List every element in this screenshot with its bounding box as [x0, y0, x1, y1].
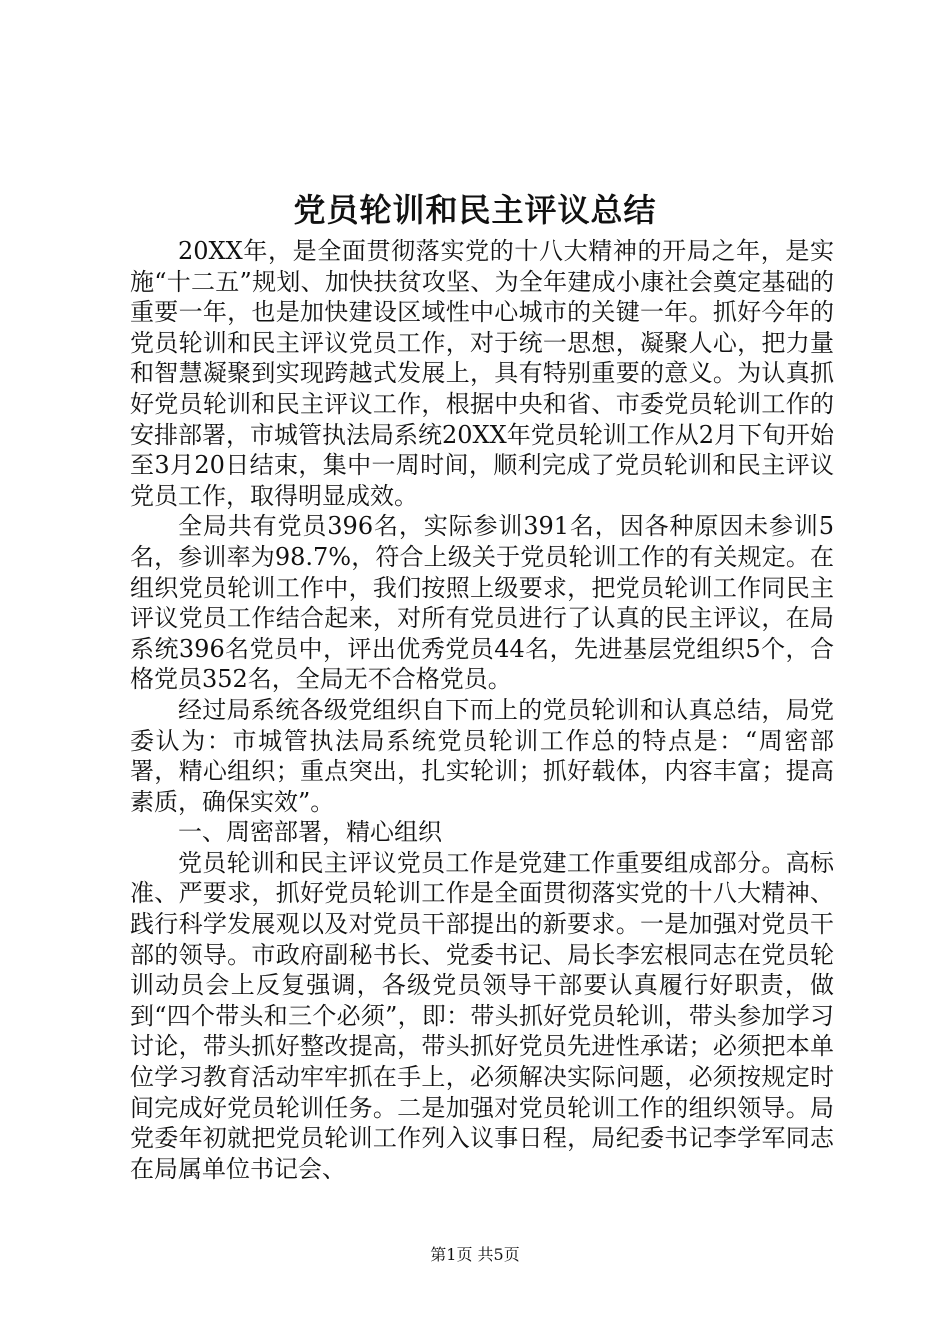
paragraph-summary: 经过局系统各级党组织自下而上的党员轮训和认真总结，局党委认为：市城管执法局系统党员轮训工作总的特点是：“周密部署，精心组织；重点突出，扎实轮训；抓好载体，内容丰富；提高素质，确保实效”。 [130, 695, 834, 816]
page-number-footer: 第1页 共5页 [430, 1245, 520, 1264]
document-body [130, 236, 834, 1184]
paragraph-intro: 20XX年，是全面贯彻落实党的十八大精神的开局之年，是实施“十二五”规划、加快扶贫攻坚、为全年建成小康社会奠定基础的重要一年，也是加快建设区域性中心城市的关键一年。抓好今年的党员轮训和民主评议党员工作，对于统一思想，凝聚人心，把力量和智慧凝聚到实现跨越式发展上，具有特别重要的意义。为认真抓好党员轮训和民主评议工作，根据中央和省、市委党员轮训工作的安排部署，市城管执法局系统20XX年党员轮训工作从2月下旬开始至3月20日结束，集中一周时间，顺利完成了党员轮训和民主评议党员工作，取得明显成效。 [130, 237, 834, 510]
paragraph-section-1: 党员轮训和民主评议党员工作是党建工作重要组成部分。高标准、严要求，抓好党员轮训工作是全面贯彻落实党的十八大精神、践行科学发展观以及对党员干部提出的新要求。一是加强对党员干部的领导。市政府副秘书长、党委书记、局长李宏根同志在党员轮训动员会上反复强调，各级党员领导干部要认真履行好职责，做到“四个带头和三个必须”，即：带头抓好党员轮训，带头参加学习讨论，带头抓好整改提高，带头抓好党员先进性承诺；必须把本单位学习教育活动牢牢抓在手上，必须解决实际问题，必须按规定时间完成好党员轮训任务。二是加强对党员轮训工作的组织领导。局党委年初就把党员轮训工作列入议事日程，局纪委书记李学军同志在局属单位书记会、 [130, 848, 834, 1183]
paragraph-statistics: 全局共有党员396名，实际参训391名，因各种原因未参训5名，参训率为98.7%，符合上级关于党员轮训工作的有关规定。在组织党员轮训工作中，我们按照上级要求，把党员轮训工作同民主评议党员工作结合起来，对所有党员进行了认真的民主评议，在局系统396名党员中，评出优秀党员44名，先进基层党组织5个，合格党员352名，全局无不合格党员。 [130, 512, 834, 694]
document-title: 党员轮训和民主评议总结 [293, 191, 657, 229]
section-heading-1: 一、周密部署，精心组织 [178, 818, 442, 847]
